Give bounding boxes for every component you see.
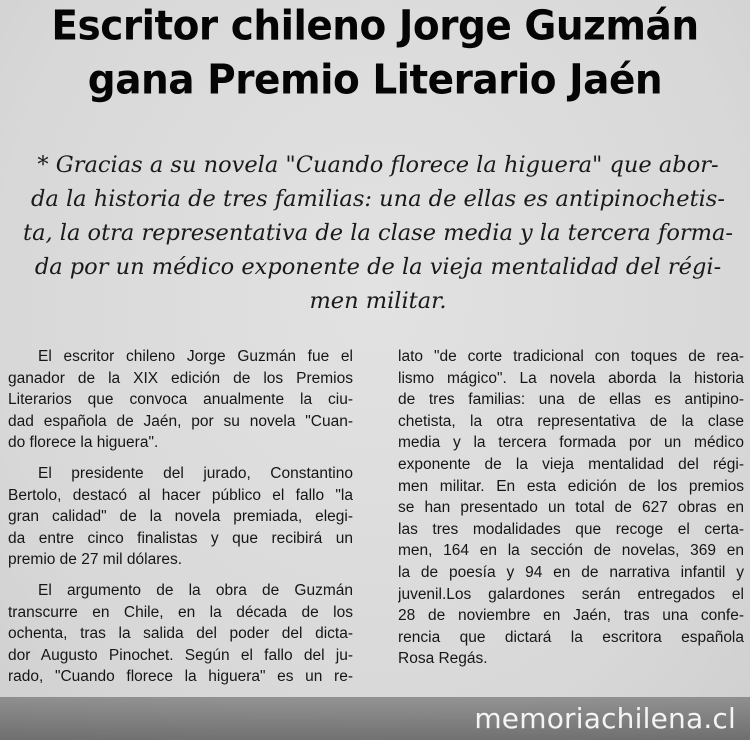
body-line: do florece la higuera". <box>8 434 159 452</box>
body-line: transcurre en Chile, en la década de los <box>8 603 353 621</box>
body-line: la de poesía y 94 en de narrativa infantil y <box>398 563 744 581</box>
body-line: dad española de Jaén, por su novela "Cuan- <box>8 412 353 430</box>
body-line: se han presentado un total de 627 obras en <box>398 499 744 517</box>
body-line: ochenta, tras la salida del poder del dicta- <box>8 625 353 643</box>
body-line: ganador de la XIX edición de los Premios <box>8 369 353 387</box>
body-line: lismo mágico". La novela aborda la historia <box>398 369 744 387</box>
body-line: 28 de noviembre en Jaén, tras una confe- <box>398 607 744 625</box>
body-line: El argumento de la obra de Guzmán <box>38 581 353 599</box>
body-line: rencia que dictará la escritora española <box>398 628 744 646</box>
lead-line: da por un médico exponente de la vieja mentalidad del régi- <box>34 254 722 280</box>
headline-line-1: Escritor chileno Jorge Guzmán <box>51 3 699 50</box>
headline-line-2: gana Premio Literario Jaén <box>87 57 663 104</box>
lead-paragraph <box>22 148 734 318</box>
body-line: men, 164 en la sección de novelas, 369 en <box>398 542 744 560</box>
body-line: chetista, la otra representativa de la clase <box>398 412 744 430</box>
watermark: memoriachilena.cl <box>474 702 736 735</box>
body-line: juvenil.Los galardones serán entregados el <box>398 585 744 603</box>
body-line: El escritor chileno Jorge Guzmán fue el <box>38 348 353 365</box>
body-line: lato "de corte tradicional con toques de rea- <box>398 348 744 365</box>
body-line: rado, "Cuando florece la higuera" es un re- <box>8 668 353 686</box>
body-line: men militar. En esta edición de los premios <box>398 477 744 495</box>
body-line: dor Augusto Pinochet. Según el fallo del ju- <box>8 646 353 664</box>
body-line: El presidente del jurado, Constantino <box>38 464 353 482</box>
body-line: da entre cinco finalistas y que recibirá un <box>8 529 353 547</box>
lead-line: * Gracias a su novela "Cuando florece la higuera" que abor- <box>37 152 719 178</box>
body-line: gran calidad" de la novela premiada, elegi- <box>8 508 353 526</box>
article-column-left <box>8 346 353 688</box>
lead-line: da la historia de tres familias: una de ellas es antipinochetis- <box>31 186 725 212</box>
body-line: Literarios que convoca anualmente la ciu- <box>8 391 353 409</box>
body-line: Bertolo, destacó al hacer público el fallo "la <box>8 486 353 504</box>
headline <box>0 0 750 108</box>
body-line: media y la tercera formada por un médico <box>398 434 744 452</box>
body-line: premio de 27 mil dólares. <box>8 551 183 569</box>
body-line: las tres modalidades que recoge el certa- <box>398 520 744 538</box>
body-line: de tres familias: una de ellas es antipino- <box>398 391 744 409</box>
body-line: Rosa Regás. <box>398 650 488 668</box>
article-column-right <box>398 346 744 670</box>
lead-line: men militar. <box>309 288 447 314</box>
lead-line: ta, la otra representativa de la clase media y la tercera forma- <box>23 220 733 246</box>
body-line: exponente de la vieja mentalidad del régi- <box>398 455 744 473</box>
